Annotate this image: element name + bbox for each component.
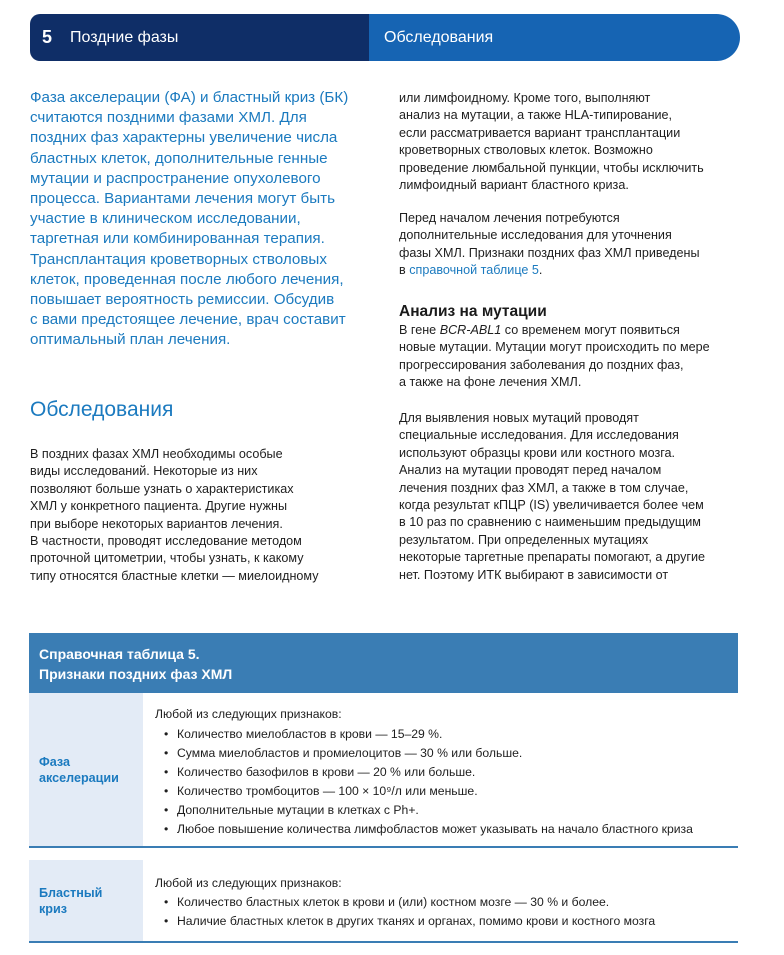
table-row-blast-crisis xyxy=(29,860,738,942)
paragraph-line: фазы ХМЛ. Признаки поздних фаз ХМЛ приведены xyxy=(399,245,700,260)
paragraph-line: Анализ на мутации проводят перед началом xyxy=(399,463,662,478)
intro-line: оптимальный план лечения. xyxy=(30,331,231,349)
paragraph-line: в 10 раз по сравнению с наименьшим предыдущим xyxy=(399,515,701,530)
pre-treatment-paragraph xyxy=(399,210,744,280)
paragraph-line: используют образцы крови или костного мозга. xyxy=(399,445,676,460)
list-item: • Количество бластных клеток в крови и (или) костном мозге — 30 % и более. xyxy=(155,893,738,912)
list-item: • Сумма миелобластов и промиелоцитов — 30 % или больше. xyxy=(155,744,738,763)
paragraph-line: Перед началом лечения потребуются xyxy=(399,211,620,225)
header-left-band xyxy=(30,14,369,61)
paragraph-line xyxy=(399,322,744,339)
row-body-acceleration xyxy=(143,693,738,847)
row-label-line: Бластный xyxy=(39,886,103,900)
paragraph-line: при выборе некоторых вариантов лечения. xyxy=(30,516,283,531)
paragraph-line: лечения поздних фаз ХМЛ, а также в том случае, xyxy=(399,480,689,495)
paragraph-line: лимфоидный вариант бластного криза. xyxy=(399,178,629,193)
criteria-intro: Любой из следующих признаков: xyxy=(155,707,342,721)
row-label-blast-crisis xyxy=(29,860,143,942)
text-suffix: . xyxy=(538,263,543,278)
paragraph-line: когда результат кПЦР (IS) увеличивается более чем xyxy=(399,498,704,513)
paragraph-line: кроветворных стволовых клеток. Возможно xyxy=(399,143,653,158)
paragraph-line: анализ на мутации, а также HLA-типирование, xyxy=(399,108,673,123)
paragraph-line: если рассматривается вариант трансплантации xyxy=(399,125,681,140)
paragraph-line: дополнительные исследования для уточнения xyxy=(399,228,672,243)
paragraph-line: ХМЛ у конкретного пациента. Другие нужны xyxy=(30,499,288,514)
intro-line: с вами предстоящее лечение, врач составит xyxy=(30,311,346,329)
intro-paragraph xyxy=(30,88,375,351)
list-item: • Любое повышение количества лимфобластов может указывать на начало бластного криза xyxy=(155,820,738,839)
row-label-line: криз xyxy=(39,902,67,916)
intro-line: поздних фаз характерны увеличение числа xyxy=(30,129,338,147)
paragraph-line: типу относятся бластные клетки — миелоидному xyxy=(30,568,319,583)
intro-line: Трансплантация кроветворных стволовых xyxy=(30,250,327,268)
chapter-number: 5 xyxy=(42,27,53,47)
paragraph-line: виды исследований. Некоторые из них xyxy=(30,464,258,479)
intro-line: считаются поздними фазами ХМЛ. Для xyxy=(30,109,307,127)
paragraph-line: проведение люмбальной пункции, чтобы исключить xyxy=(399,160,704,175)
section-title: Обследования xyxy=(384,28,494,46)
chapter-title: Поздние фазы xyxy=(70,28,179,46)
list-item: • Количество миелобластов в крови — 15–29 %. xyxy=(155,725,738,744)
paragraph-line: проточной цитометрии, чтобы узнать, к какому xyxy=(30,551,304,566)
paragraph-line: новые мутации. Мутации могут происходить по мере xyxy=(399,340,710,355)
mutation-paragraph xyxy=(399,322,744,392)
mutation-heading: Анализ на мутации xyxy=(399,303,547,320)
text-prefix: в xyxy=(399,263,410,278)
row-body-blast-crisis xyxy=(143,860,738,942)
intro-line: таргетная или комбинированная терапия. xyxy=(30,230,325,248)
intro-line: мутации и распространение опухолевого xyxy=(30,169,321,187)
paragraph-line: нет. Поэтому ИТК выбирают в зависимости от xyxy=(399,567,669,582)
paragraph-line: специальные исследования. Для исследования xyxy=(399,428,679,443)
intro-line: Фаза акселерации (ФА) и бластный криз (БК) xyxy=(30,89,349,106)
paragraph-line: Для выявления новых мутаций проводят xyxy=(399,411,639,425)
paragraph-line: В частности, проводят исследование методом xyxy=(30,534,302,549)
list-item: • Дополнительные мутации в клетках с Ph+. xyxy=(155,801,738,820)
row-label-line: акселерации xyxy=(39,771,119,785)
list-item: • Количество базофилов в крови — 20 % или больше. xyxy=(155,763,738,782)
text-prefix: В гене xyxy=(399,323,440,337)
mutation-detection-paragraph xyxy=(399,410,744,584)
paragraph-line: результатом. При определенных мутациях xyxy=(399,532,649,547)
table-title-line: Справочная таблица 5. xyxy=(39,646,200,662)
paragraph-line: позволяют больше узнать о характеристиках xyxy=(30,481,294,496)
list-item: • Наличие бластных клеток в других тканях и органах, помимо крови и костного мозга xyxy=(155,912,738,931)
criteria-intro: Любой из следующих признаков: xyxy=(155,876,342,890)
gene-name: BCR-ABL1 xyxy=(439,323,502,337)
intro-line: бластных клеток, дополнительные генные xyxy=(30,149,328,167)
intro-line: процесса. Вариантами лечения могут быть xyxy=(30,190,336,208)
reference-table-link[interactable]: справочной таблице 5 xyxy=(409,263,539,278)
paragraph-line: или лимфоидному. Кроме того, выполняют xyxy=(399,91,651,105)
paragraph-line: некоторые таргетные препараты помогают, а другие xyxy=(399,550,706,565)
table-divider xyxy=(29,941,738,943)
criteria-list xyxy=(155,725,738,839)
list-item: • Количество тромбоцитов — 100 × 10⁹/л или меньше. xyxy=(155,782,738,801)
section-heading: Обследования xyxy=(30,398,174,421)
row-label-acceleration xyxy=(29,693,143,847)
paragraph-line: прогрессирования заболевания до поздних фаз, xyxy=(399,357,684,372)
exams-paragraph xyxy=(30,446,360,585)
paragraph-line xyxy=(399,262,744,279)
table-subtitle-line: Признаки поздних фаз ХМЛ xyxy=(39,666,233,682)
page-header xyxy=(30,14,740,61)
intro-line: участие в клиническом исследовании, xyxy=(30,210,301,228)
intro-line: повышает вероятность ремиссии. Обсудив xyxy=(30,291,335,309)
continuation-paragraph xyxy=(399,90,744,194)
table-row-acceleration xyxy=(29,693,738,847)
header-right-band xyxy=(369,14,740,61)
row-label-line: Фаза xyxy=(39,755,71,769)
table-title xyxy=(29,633,738,693)
paragraph-line: В поздних фазах ХМЛ необходимы особые xyxy=(30,447,283,461)
paragraph-line: а также на фоне лечения ХМЛ. xyxy=(399,375,582,390)
table-divider xyxy=(29,846,738,848)
text-suffix: со временем могут появиться xyxy=(501,323,680,337)
intro-line: клеток, проведенная после любого лечения, xyxy=(30,270,344,288)
criteria-list xyxy=(155,893,738,931)
